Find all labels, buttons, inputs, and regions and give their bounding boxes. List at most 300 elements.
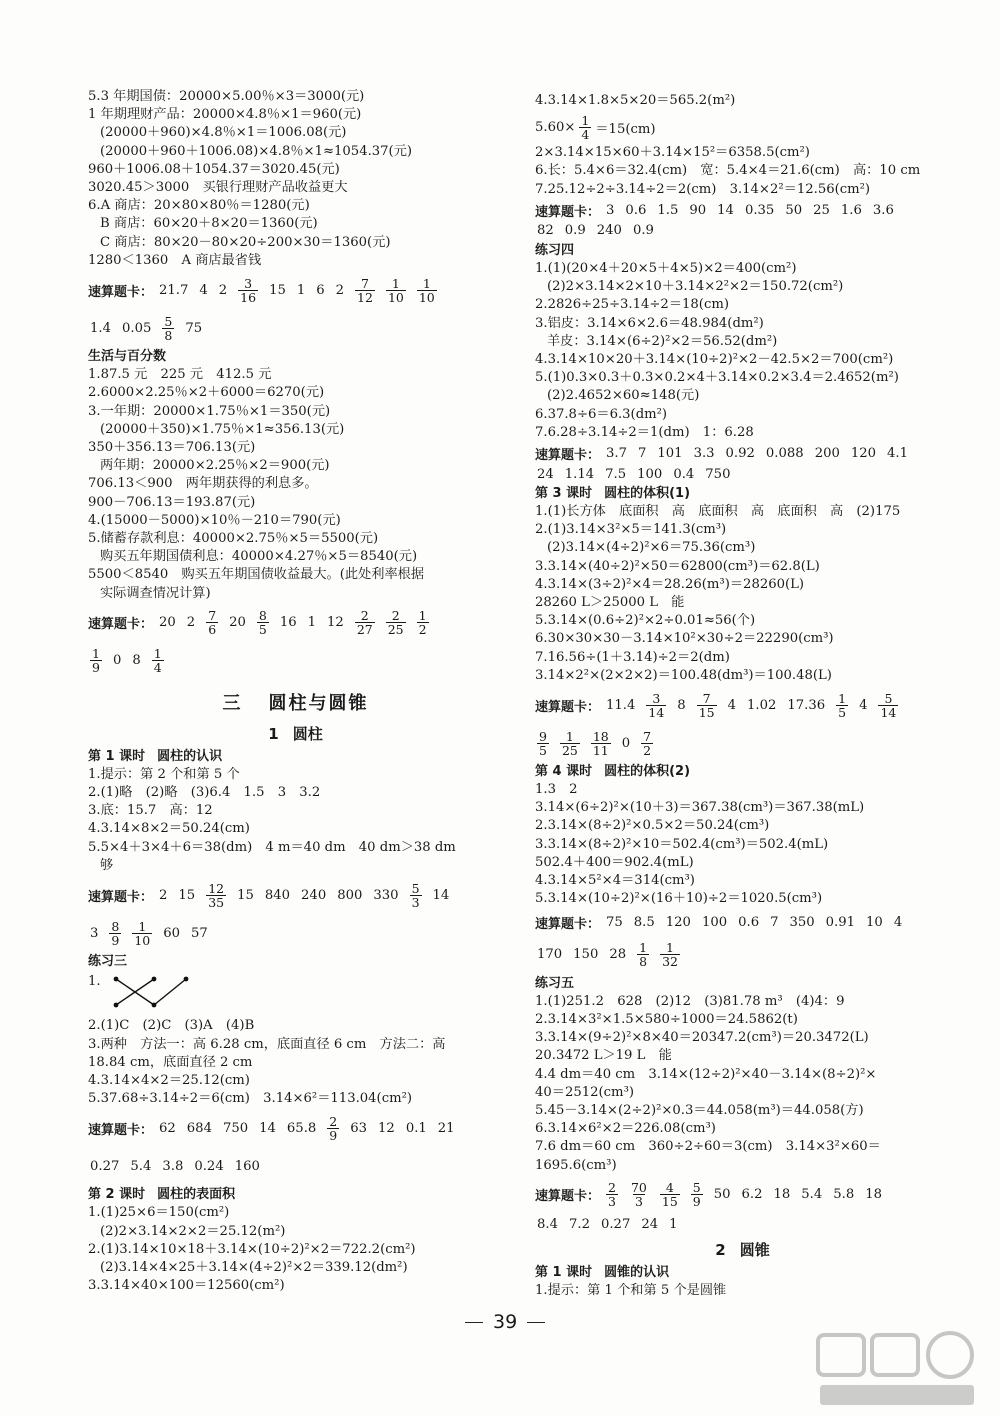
quick-card-value: 15 [178, 887, 196, 903]
fraction-denominator: 3 [411, 894, 420, 910]
fraction [257, 609, 269, 636]
quick-card-value: 1 [296, 282, 306, 298]
answer-line: 3.14×2²×(2×2×2)＝100.48(dm³)＝100.48(L) [535, 667, 832, 683]
answer-line: 6.30×30×30－3.14×10²×30÷2＝22290(cm³) [535, 631, 834, 647]
fraction [109, 920, 121, 947]
quick-card-value: 840 [264, 887, 291, 903]
fraction-denominator: 10 [387, 289, 404, 305]
answer-line: 3020.45＞3000 买银行理财产品收益更大 [88, 180, 348, 196]
quick-card-label: 速算题卡： [88, 284, 154, 300]
answer-line: 1.(1)(20×4＋20×5＋4×5)×2＝400(cm²) [535, 261, 797, 277]
quick-card-value: 0 [112, 653, 122, 669]
fraction-numerator: 1 [138, 918, 147, 934]
fraction [206, 882, 226, 909]
lesson-heading [88, 748, 503, 766]
fraction-denominator: 3 [608, 1194, 616, 1210]
quick-card-value: 18 [865, 1187, 883, 1203]
right-block2 [535, 260, 950, 442]
answer-line: 7.6.28÷3.14÷2＝1(dm) 1：6.28 [535, 424, 754, 440]
quick-card-value: 7 [638, 446, 647, 462]
quick-card-row [88, 877, 503, 913]
answer-line: 3.铝皮：3.14×6×2.6＝48.984(dm²) [535, 315, 764, 331]
fraction [238, 277, 258, 304]
right-block6 [535, 1282, 950, 1300]
quick-card-value: 90 [689, 202, 707, 218]
fraction-numerator: 1 [422, 275, 431, 291]
fraction [637, 941, 649, 968]
answer-line: 4.3.14×(3÷2)²×4＝28.26(m³)＝28260(L) [535, 576, 805, 592]
answer-line: 5.45－3.14×(2÷2)²×0.3＝44.058(m³)＝44.058(方) [535, 1102, 864, 1118]
answer-line: (2)2×3.14×2×10＋3.14×2²×2＝150.72(cm²) [547, 279, 844, 295]
fraction [646, 692, 666, 719]
answer-line: 1 年期理财产品：20000×4.8％×1＝960(元) [88, 107, 362, 123]
quick-card-value: 0.6 [625, 202, 647, 218]
fraction-numerator: 1 [639, 940, 648, 955]
answer-line: 4.3.14×5²×4＝314(cm³) [535, 873, 695, 889]
fraction [629, 1181, 649, 1208]
section-title: 圆锥 [739, 1240, 770, 1259]
fraction-denominator: 10 [418, 289, 435, 305]
right-column [535, 92, 950, 1300]
answer-line: 3.两种 方法一：高 6.28 cm，底面直径 6 cm 方法二：高 [88, 1036, 446, 1052]
quick-card-value: 750 [705, 466, 731, 482]
answer-line: 2.(1)略 (2)略 (3)6.4 1.5 3 3.2 [88, 785, 321, 801]
right-block1 [535, 92, 950, 110]
fraction-denominator: 32 [662, 954, 678, 969]
matching-lines-diagram [106, 973, 196, 1011]
fraction-numerator: 4 [665, 1180, 674, 1196]
answer-line: 7.25.12÷2÷3.14÷2＝2(cm) 3.14×2²＝12.56(cm²) [535, 181, 871, 197]
answer-line: 706.13＜900 两年期获得的利息多。 [88, 476, 318, 492]
quick-card-value: 1.5 [657, 202, 679, 218]
quick-card-label: 速算题卡： [535, 917, 601, 932]
quick-card-value: 57 [191, 925, 208, 941]
quick-card-value: 3 [606, 202, 615, 218]
answer-text: 5.60× [535, 119, 576, 135]
fraction [579, 114, 591, 141]
quick-card-row [535, 222, 950, 240]
fraction-numerator: 12 [208, 880, 225, 896]
quick-card-value: 4 [199, 282, 208, 298]
answer-line: 18.84 cm，底面直径 2 cm [88, 1054, 253, 1070]
practice-heading-5: 练习五 [535, 975, 575, 991]
quick-card-value: 12 [378, 1120, 395, 1136]
answer-line: 502.4＋400＝902.4(mL) [535, 854, 694, 870]
fraction-numerator: 1 [418, 608, 427, 624]
answer-line: 5.储蓄存款利息：40000×2.75％×5＝5500(元) [88, 531, 379, 547]
fraction [386, 609, 406, 636]
fraction-numerator: 5 [884, 690, 893, 706]
fraction-numerator: 1 [391, 275, 400, 291]
right-block5 [535, 993, 950, 1175]
fraction [417, 609, 429, 636]
fraction-denominator: 8 [639, 954, 648, 969]
fraction-numerator: 18 [592, 728, 609, 744]
fraction-denominator: 5 [258, 622, 267, 638]
quick-card-value: 0.9 [632, 223, 654, 239]
answer-line: 2.(1)C (2)C (3)A (4)B [88, 1018, 255, 1034]
quick-card-row [535, 444, 950, 463]
lesson-title: 圆柱的表面积 [157, 1187, 236, 1203]
quick-card-value: 0.4 [673, 466, 695, 482]
fraction-numerator: 1 [565, 728, 574, 744]
answer-line: 1.3 2 [535, 782, 578, 798]
fraction [560, 730, 580, 757]
matching-line [154, 979, 186, 1005]
fraction-numerator: 2 [391, 608, 400, 624]
section-number: 1 [268, 724, 279, 743]
quick-card-value: 2 [186, 615, 196, 631]
right-block4 [535, 781, 950, 908]
fraction-denominator: 12 [357, 289, 373, 305]
answer-line: 1.(1)251.2 628 (2)12 (3)81.78 m³ (4)4：9 [535, 993, 845, 1009]
answer-line: 4.3.14×8×2＝50.24(cm) [88, 821, 250, 837]
quick-card-value: 16 [279, 615, 297, 631]
answer-line: 购买五年期国债利息：40000×4.27％×5＝8540(元) [100, 549, 418, 565]
quick-card-value: 2 [159, 887, 168, 903]
left-block2 [88, 366, 503, 603]
quick-card-row [535, 1215, 950, 1235]
right-block3 [535, 503, 950, 685]
answer-line: 3.底：15.7 高：12 [88, 803, 213, 819]
quick-card-row [535, 465, 950, 483]
fraction-numerator: 2 [608, 1180, 616, 1196]
lesson-label: 第 4 课时 [535, 764, 593, 780]
lesson-title: 圆柱的体积(1) [604, 486, 691, 502]
fraction [606, 1181, 618, 1208]
lesson-label: 第 1 课时 [535, 1264, 593, 1280]
answer-line: (20000＋350)×1.75％×1≈356.13(元) [100, 421, 345, 437]
answer-line: 1.(1)25×6＝150(cm²) [88, 1205, 230, 1221]
answer-line: 4.(15000－5000)×10％－210＝790(元) [88, 512, 341, 528]
fraction [417, 277, 437, 304]
answer-line: 5.3.14×(10÷2)²×(16＋10)÷2＝1020.5(cm³) [535, 891, 823, 907]
quick-card-value: 8 [677, 697, 686, 713]
quick-card-value: 62 [159, 1120, 176, 1136]
answer-line: 实际调查情况计算) [100, 585, 211, 601]
lesson-heading [535, 1264, 950, 1282]
quick-card-value: 0.92 [725, 446, 755, 462]
page-number-dash [465, 1322, 483, 1323]
quick-card-value: 3.8 [162, 1158, 184, 1174]
quick-card-value: 50 [713, 1187, 731, 1203]
fraction-numerator: 1 [581, 112, 590, 128]
quick-card-value: 2 [335, 282, 345, 298]
answer-line: 2.3.14×3²×1.5×580÷1000＝24.5862(t) [535, 1011, 798, 1027]
answer-line: 40＝2512(cm³) [535, 1084, 634, 1100]
fraction-denominator: 9 [111, 932, 120, 948]
fraction-denominator: 9 [92, 660, 100, 676]
quick-card-value: 20 [159, 615, 176, 631]
answer-line: 5.3.14×(0.6÷2)²×2÷0.01≈56(个) [535, 613, 756, 629]
answer-line: 3.3.14×(8÷2)²×10＝502.4(cm³)＝502.4(mL) [535, 836, 829, 852]
quick-card-value: 0.27 [600, 1217, 631, 1233]
quick-card-row [88, 310, 503, 346]
fraction-numerator: 70 [630, 1180, 647, 1196]
fraction-numerator: 2 [329, 1113, 338, 1129]
section-number: 2 [715, 1240, 726, 1259]
quick-card-row [535, 1177, 950, 1213]
quick-card-value: 3.3 [693, 446, 715, 462]
page-number [455, 1311, 555, 1333]
answer-line: 4.3.14×1.8×5×20＝565.2(m²) [535, 93, 736, 108]
answer-line: 7.6 dm＝60 cm 360÷2÷60＝3(cm) 3.14×3²×60＝ [535, 1139, 881, 1155]
answer-line: 3.3.14×(40÷2)²×50＝62800(cm³)＝62.8(L) [535, 558, 820, 574]
right-block1b [535, 144, 950, 199]
answer-line: 2.(1)3.14×10×18＋3.14×(10÷2)²×2＝722.2(cm²) [88, 1241, 416, 1257]
quick-card-value: 75 [606, 915, 623, 930]
quick-card-value: 100 [637, 466, 663, 482]
fraction-denominator: 11 [592, 742, 609, 758]
answer-line: 4.4 dm＝40 cm 3.14×(12÷2)²×40－3.14×(8÷2)²× [535, 1066, 877, 1082]
section-title: 圆柱 [292, 724, 323, 743]
quick-card-value: 150 [573, 947, 599, 962]
answer-text: ＝15(cm) [595, 121, 656, 137]
matching-dot [151, 977, 156, 982]
fraction [132, 920, 152, 947]
left-block4 [88, 1017, 503, 1108]
chapter-number: 三 [222, 692, 243, 714]
quick-card-value: 240 [596, 223, 622, 239]
fraction [327, 1115, 339, 1142]
quick-card-value: 3 [90, 925, 99, 941]
quick-card-value: 75 [185, 320, 203, 336]
quick-card-label: 速算题卡： [535, 448, 601, 464]
answer-line: 1.提示：第 1 个和第 5 个是圆锥 [535, 1282, 727, 1298]
answer-line: 2.3.14×(8÷2)²×0.5×2＝50.24(cm³) [535, 818, 770, 834]
fraction [152, 647, 164, 674]
fraction-numerator: 8 [258, 608, 267, 624]
fraction-numerator: 7 [702, 690, 711, 706]
quick-card-value: 7 [770, 915, 779, 930]
quick-card-value: 5.4 [801, 1187, 823, 1203]
page-number-text: 39 [493, 1311, 518, 1333]
fraction [660, 1181, 680, 1208]
answer-line: 4.3.14×4×2＝25.12(cm) [88, 1072, 250, 1088]
quick-card-value: 65.8 [286, 1120, 317, 1136]
quick-card-value: 330 [373, 887, 399, 903]
fraction-numerator: 1 [92, 646, 100, 662]
answer-line: 2.2826÷25÷3.14÷2＝18(cm) [535, 297, 729, 313]
fraction-numerator: 2 [360, 608, 369, 624]
fraction-denominator: 9 [692, 1194, 701, 1210]
answer-line: 3.3.14×40×100＝12560(cm²) [88, 1278, 285, 1294]
quick-card-value: 21.7 [159, 282, 189, 298]
quick-card-value: 800 [337, 887, 363, 903]
practice-heading-4: 练习四 [535, 242, 575, 258]
quick-card-value: 3.6 [872, 202, 894, 218]
quick-card-value: 14 [432, 887, 450, 903]
quick-card-value: 11.4 [606, 697, 636, 713]
quick-card-value: 14 [717, 202, 734, 218]
answer-line: (2)3.14×(4÷2)²×6＝75.36(cm³) [547, 540, 756, 556]
lesson-title: 圆柱的体积(2) [604, 764, 691, 780]
quick-card-value: 101 [657, 446, 683, 462]
quick-card-label: 速算题卡： [535, 1189, 601, 1205]
fraction-numerator: 3 [244, 275, 253, 291]
answer-line: 6.长：5.4×6＝32.4(cm) 宽：5.4×4＝21.6(cm) 高：10 cm [535, 163, 921, 179]
page-number-dash [527, 1322, 545, 1323]
quick-card-value: 0.088 [765, 446, 804, 462]
fraction-denominator: 15 [661, 1194, 678, 1210]
answer-line: 1280＜1360 A 商店最省钱 [88, 252, 262, 268]
answer-line: 3.14×(6÷2)²×(10＋3)＝367.38(cm³)＝367.38(mL) [535, 800, 865, 816]
matching-dot [113, 1003, 118, 1008]
quick-card-value: 10 [866, 915, 883, 930]
quick-card-value: 750 [222, 1120, 249, 1136]
quick-card-value: 12 [327, 615, 344, 631]
quick-card-value: 0.05 [121, 320, 152, 336]
fraction [386, 277, 406, 304]
quick-card-value: 1.6 [840, 202, 862, 218]
quick-card-value: 15 [237, 887, 254, 903]
fraction-denominator: 4 [153, 660, 162, 676]
quick-card-label: 速算题卡： [88, 1122, 154, 1138]
answer-line-with-fraction [535, 112, 950, 142]
quick-card-value: 50 [785, 202, 803, 218]
quick-card-value: 0.35 [744, 202, 775, 218]
answer-line: B 商店：60×20＋8×20＝1360(元) [100, 216, 318, 232]
quick-card-value: 240 [301, 887, 327, 903]
left-block5 [88, 1204, 503, 1295]
fraction-numerator: 7 [643, 728, 652, 744]
watermark-logo [812, 1329, 982, 1411]
fraction [641, 730, 653, 757]
fraction-denominator: 6 [208, 622, 217, 638]
answer-line: 够 [100, 857, 114, 873]
fraction-numerator: 7 [208, 608, 217, 624]
quick-card-value: 0.6 [738, 915, 760, 930]
answer-line: 5.(1)0.3×0.3＋0.3×0.2×4＋3.14×0.2×3.4＝2.4652(m²) [535, 370, 899, 386]
fraction-numerator: 5 [164, 313, 173, 329]
fraction-numerator: 9 [539, 728, 547, 744]
section-heading [88, 723, 503, 744]
fraction [878, 692, 898, 719]
answer-line: (2)2×3.14×2×2＝25.12(m²) [100, 1223, 286, 1239]
chapter-title: 圆柱与圆锥 [268, 692, 369, 714]
quick-card-value: 24 [537, 466, 554, 482]
fraction [355, 609, 375, 636]
fraction-denominator: 25 [387, 622, 404, 638]
quick-card-value: 0.24 [194, 1158, 224, 1174]
left-column [88, 88, 503, 1295]
fraction-numerator: 5 [411, 880, 420, 896]
quick-card-value: 21 [437, 1120, 455, 1136]
lesson-title: 圆锥的认识 [604, 1264, 670, 1280]
fraction [691, 1181, 703, 1208]
quick-card-value: 17.36 [787, 697, 826, 713]
fraction [591, 730, 611, 757]
quick-card-value: 1 [307, 615, 317, 631]
lesson-title: 圆柱的认识 [157, 748, 223, 764]
quick-card-value: 28 [609, 947, 627, 962]
lesson-heading [535, 763, 950, 781]
quick-card-value: 25 [813, 202, 830, 218]
quick-card-row [88, 1110, 503, 1146]
fraction-denominator: 9 [329, 1127, 338, 1143]
answer-line: 1.87.5 元 225 元 412.5 元 [88, 367, 272, 383]
quick-card-value: 170 [537, 947, 563, 962]
answer-line: (20000＋960)×4.8％×1＝1006.08(元) [100, 125, 347, 141]
answer-line: (20000＋960＋1006.08)×4.8％×1≈1054.37(元) [100, 143, 413, 159]
answer-line: 两年期：20000×2.25％×2＝900(元) [100, 458, 330, 474]
quick-card-value: 3.7 [606, 446, 627, 462]
practice-heading-3: 练习三 [88, 954, 128, 970]
answer-line: 羊皮：3.14×(6÷2)²×2＝56.52(dm²) [547, 333, 778, 349]
quick-card-value: 4.1 [887, 446, 909, 462]
quick-card-value: 8.5 [633, 915, 655, 930]
quick-card-value: 120 [665, 915, 691, 930]
fraction-numerator: 7 [361, 275, 369, 291]
fraction-denominator: 35 [208, 894, 225, 910]
fraction-denominator: 4 [581, 126, 590, 142]
quick-card-value: 24 [641, 1217, 659, 1233]
fraction-numerator: 3 [652, 690, 661, 706]
quick-card-value: 0.91 [825, 915, 856, 930]
quick-card-row [535, 911, 950, 935]
answer-line: 1695.6(cm³) [535, 1157, 617, 1173]
quick-card-label: 速算题卡： [88, 617, 154, 633]
quick-card-value: 8.4 [537, 1217, 558, 1233]
answer-line: 2.6000×2.25％×2＋6000＝6270(元) [88, 385, 325, 401]
matching-diagram [88, 973, 503, 1013]
quick-card-value: 4 [893, 915, 903, 930]
quick-card-value: 14 [259, 1120, 276, 1136]
fraction-denominator: 15 [698, 704, 715, 720]
chapter-heading [88, 689, 503, 715]
quick-card-value: 6.2 [741, 1187, 763, 1203]
lesson-heading [88, 1186, 503, 1204]
quick-card-value: 1.02 [746, 697, 777, 713]
quick-card-value: 120 [850, 446, 877, 462]
answer-line: 20.3472 L＞19 L 能 [535, 1048, 672, 1064]
answer-line: 960＋1006.08＋1054.37＝3020.45(元) [88, 161, 340, 177]
quick-card-row [88, 915, 503, 951]
fraction-denominator: 5 [539, 742, 547, 758]
answer-line: 5.5×4＋3×4＋6＝38(dm) 4 m＝40 dm 40 dm＞38 dm [88, 839, 456, 855]
fraction-numerator: 1 [666, 940, 674, 955]
left-block3 [88, 766, 503, 875]
quick-card-value: 63 [350, 1120, 368, 1136]
quick-card-value: 684 [186, 1120, 212, 1136]
quick-card-value: 6 [316, 282, 325, 298]
lesson-label: 第 3 课时 [535, 486, 593, 502]
quick-card-row [535, 937, 950, 973]
quick-card-value: 7.5 [605, 466, 627, 482]
fraction [660, 941, 680, 968]
quick-card-value: 18 [773, 1187, 791, 1203]
answer-line: 6.3.14×6²×2＝226.08(cm³) [535, 1121, 716, 1137]
quick-card-row [88, 1148, 503, 1184]
fraction-denominator: 2 [643, 742, 652, 758]
answer-line: 900－706.13＝193.87(元) [88, 494, 256, 510]
quick-card-value: 1.4 [90, 320, 111, 336]
fraction [410, 882, 422, 909]
answer-line: 3.一年期：20000×1.75％×1＝350(元) [88, 403, 331, 419]
answer-line: 6.A 商店：20×80×80％＝1280(元) [88, 198, 310, 214]
quick-card-value: 20 [229, 615, 246, 631]
quick-card-value: 60 [163, 925, 181, 941]
fraction-numerator: 1 [838, 690, 847, 706]
answer-line: 350＋356.13＝706.13(元) [88, 440, 256, 456]
quick-card-value: 0.9 [564, 223, 586, 239]
answer-line: 5.37.68÷3.14÷2＝6(cm) 3.14×6²＝113.04(cm²) [88, 1091, 413, 1107]
quick-card-value: 200 [814, 446, 840, 462]
quick-card-label: 速算题卡： [535, 699, 601, 715]
fraction [90, 647, 102, 674]
fraction-denominator: 3 [634, 1194, 643, 1210]
answer-line: 4.3.14×10×20＋3.14×(10÷2)²×2－42.5×2＝700(cm²) [535, 352, 894, 368]
